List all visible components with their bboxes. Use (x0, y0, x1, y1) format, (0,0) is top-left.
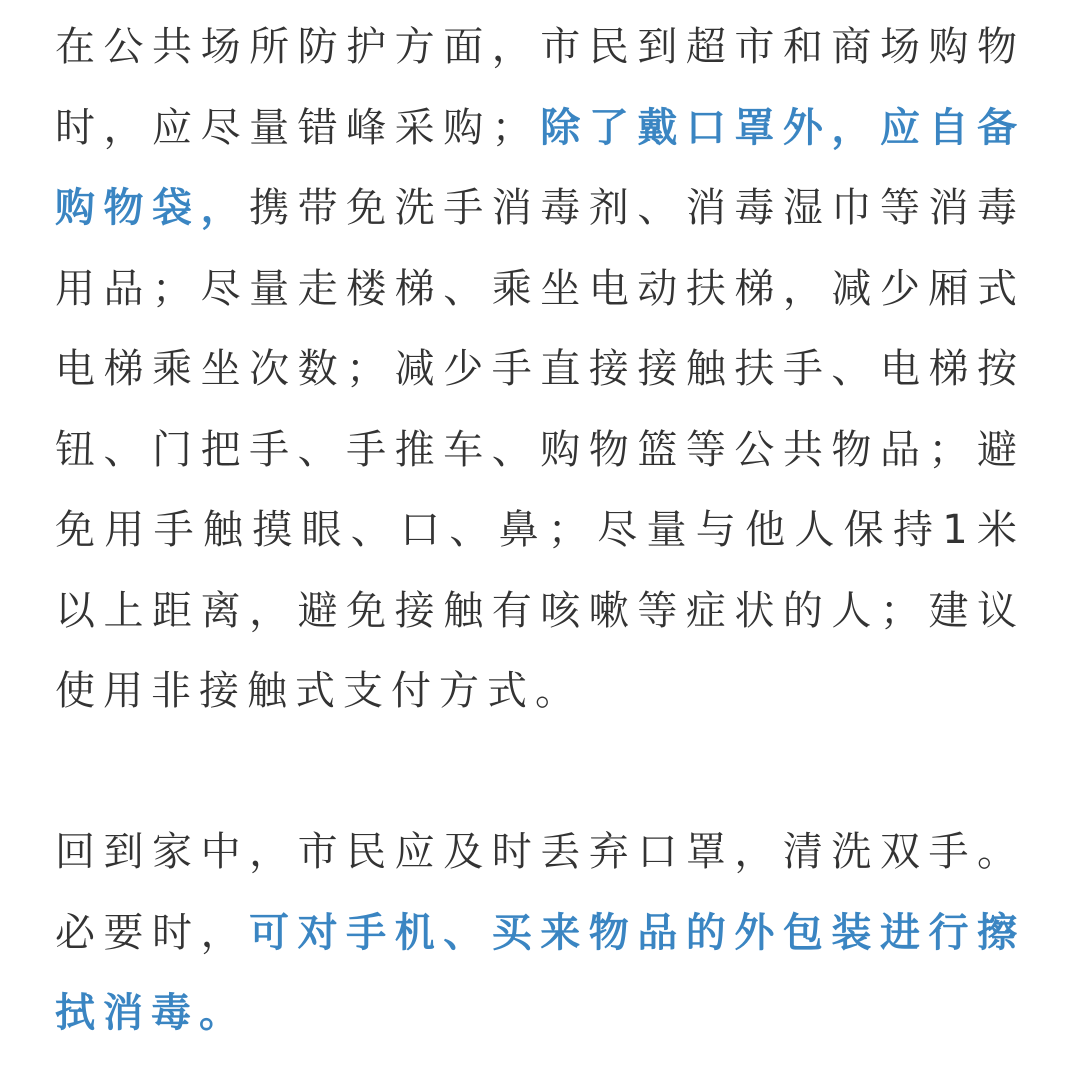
paragraph-public-protection (55, 7, 1025, 732)
highlighted-text: 除了戴口罩外，应自备购物袋， (55, 104, 1026, 231)
highlighted-text: 可对手机、买来物品的外包装进行擦拭消毒。 (55, 909, 1026, 1036)
paragraph-text: 回到家中，市民应及时丢弃口罩，清洗双手。必要时， (55, 829, 1025, 956)
paragraph-text: 在公共场所防护方面，市民到超市和商场购物时，应尽量错峰采购； (55, 24, 1025, 151)
paragraph-home-disinfection (55, 812, 1025, 1054)
paragraph-text: 携带免洗手消毒剂、消毒湿巾等消毒用品；尽量走楼梯、乘坐电动扶梯，减少厢式电梯乘坐次数；减少手直接接触扶手、电梯按钮、门把手、手推车、购物篮等公共物品；避免用手触摸眼、口、鼻；尽量与他人保持1米以上距离，避免接触有咳嗽等症状的人；建议使用非接触式支付方式。 (55, 185, 1026, 714)
